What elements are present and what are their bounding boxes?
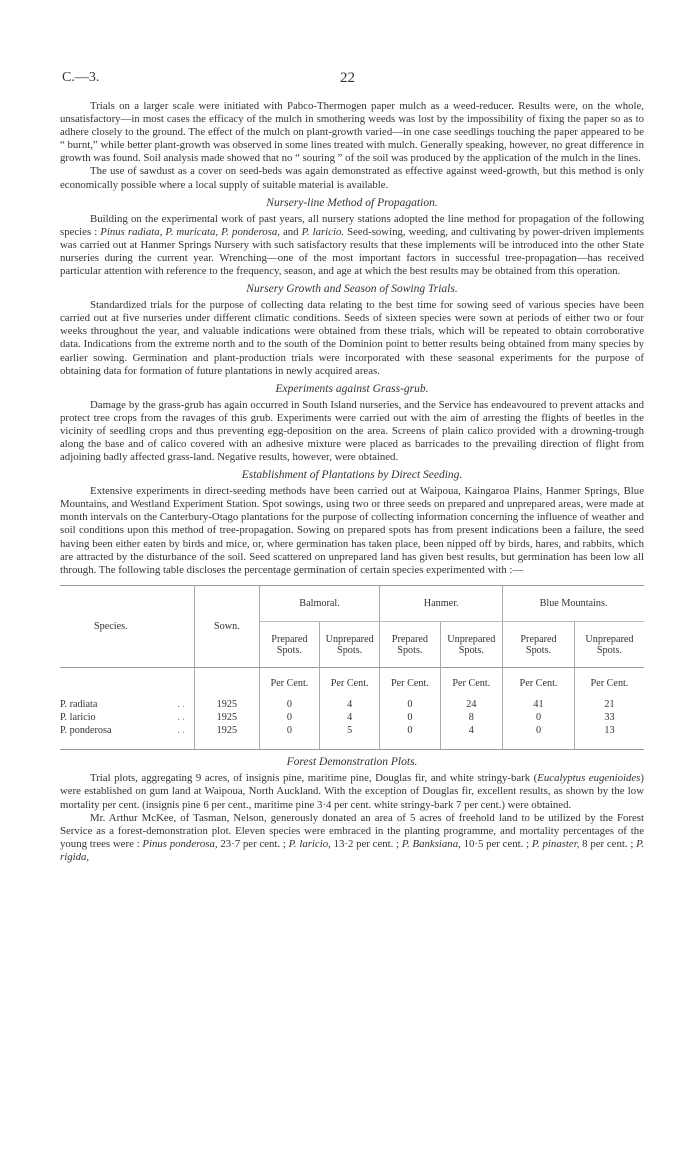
- value-cell: 0: [380, 724, 440, 737]
- sown-year-cell: 1925: [194, 724, 259, 737]
- page-header: [62, 70, 652, 90]
- subheader-unprepared: Unprepared Spots.: [440, 622, 503, 668]
- sown-column-header: Sown.: [194, 586, 259, 668]
- value-cell: 4: [440, 724, 503, 737]
- subheader-prepared: Prepared Spots.: [503, 622, 575, 668]
- heading-nursery-growth: Nursery Growth and Season of Sowing Trials.: [246, 283, 458, 296]
- unit-label: Per Cent.: [320, 668, 380, 698]
- value-cell: 4: [320, 711, 380, 724]
- sown-year-cell: 1925: [194, 698, 259, 711]
- paragraph-mulch-trials: Trials on a larger scale were initiated with Pabco-Thermogen paper mulch as a weed-reducer. Results were, on the whole, unsatisfactory—in most cases the efficacy of the mulch in smothering weeds was lost by the impossibility of fixing the paper so as to adhere closely to the ground. The effect of the mulch on plant-growth varied—in one case seedlings touching the paper appeared to be “ burnt,” while better plant-growth was observed in some lines treated with mulch. Generally speaking, however, no great difference in growth was found. Soil analysis made showed that no “ souring ” of the soil was produced by the application of the mulch in the lines.: [60, 100, 644, 165]
- species-name: P. rigida,: [60, 837, 644, 863]
- paragraph-sawdust: The use of sawdust as a cover on seed-beds was again demonstrated as effective against weed-growth, but this method is only economically possible where a local supply of suitable material is available.: [60, 165, 644, 191]
- unit-label: Per Cent.: [440, 668, 503, 698]
- species-name: P. Banksiana,: [401, 837, 461, 850]
- paragraph-tasman-plot: [60, 812, 644, 864]
- value-cell: 0: [503, 711, 575, 724]
- table-row: [60, 711, 644, 724]
- text-segment: and: [279, 225, 302, 238]
- species-name: Eucalyptus eugenioides: [537, 772, 641, 785]
- leader-dots: . .: [177, 699, 185, 711]
- value-cell: 0: [259, 724, 319, 737]
- value-cell: 13: [574, 724, 644, 737]
- paragraph-waipoua-plots: [60, 772, 644, 811]
- subheader-prepared: Prepared Spots.: [380, 622, 440, 668]
- value-cell: 4: [320, 698, 380, 711]
- group-header-balmoral: Balmoral.: [259, 586, 380, 622]
- subheader-prepared: Prepared Spots.: [259, 622, 319, 668]
- text-segment: Mr. Arthur McKee, of Tasman, Nelson, generously donated an area of 5 acres of freehold land to be utilized by the Forest Service as a forest-demonstration plot. Eleven species were embraced in the planting programme, and mortality percentages of the young trees were :: [60, 811, 644, 850]
- paragraph-nursery-line: [60, 213, 644, 278]
- text-segment: Building on the experimental work of past years, all nursery stations adopted the line method for propagation of the following species :: [60, 212, 644, 238]
- group-header-hanmer: Hanmer.: [380, 586, 503, 622]
- page-number: 22: [340, 70, 355, 86]
- text-segment: ) were established on gum land at Waipoua, North Auckland. With the exception of Douglas fir, excellent results, as shown by the low mortality per cent. (insignis pine 6 per cent., maritime pine 3·4 per cent. white stringy-bark 7 per cent.) were obtained.: [60, 772, 644, 811]
- page-body: [60, 100, 644, 864]
- value-cell: 8: [440, 711, 503, 724]
- species-name: Pinus ponderosa,: [142, 837, 218, 850]
- value-cell: 5: [320, 724, 380, 737]
- text-segment: Trial plots, aggregating 9 acres, of insignis pine, maritime pine, Douglas fir, and white stringy-bark (: [90, 772, 538, 785]
- value-cell: 0: [259, 711, 319, 724]
- value-cell: 24: [440, 698, 503, 711]
- species-column-header: Species.: [94, 621, 128, 633]
- text-segment: Seed-sowing, weeding, and cultivating by power-driven implements was carried out at Hanmer Springs Nursery with such satisfactory results that these implements will be introduced into the other State nurseries during the current year. Wrenching—one of the most important factors in successful tree-propagation—has received particular attention with reference to the frequency, season, and age at which the best results may be obtained from this operation.: [60, 225, 645, 278]
- paragraph-nursery-growth: Standardized trials for the purpose of collecting data relating to the best time for sowing seed of various species have been carried out at five nurseries under different climatic conditions. Seeds of sixteen species were sown at periods of either two or four weeks throughout the year, and valuable indications were obtained from these trials, which will be repeated to obtain corroborative data. Indications from the extreme north and to the south of the Dominion point to better results being obtained from many species by earlier sowing. Germination and plant-production trials were incorporated with these seasonal experiments for the purpose of obtaining data for formation of future plantations in newly acquired areas.: [60, 299, 644, 377]
- unit-label: Per Cent.: [259, 668, 319, 698]
- subheader-unprepared: Unprepared Spots.: [320, 622, 380, 668]
- heading-forest-demonstration: Forest Demonstration Plots.: [286, 756, 418, 769]
- value-cell: 33: [574, 711, 644, 724]
- text-segment: 13·2 per cent. ;: [330, 837, 402, 850]
- species-names: Pinus radiata, P. muricata, P. ponderosa,: [100, 225, 280, 238]
- subheader-unprepared: Unprepared Spots.: [574, 622, 644, 668]
- species-name: P. pinaster,: [531, 837, 580, 850]
- unit-label: Per Cent.: [574, 668, 644, 698]
- species-name-cell: P. radiata: [60, 699, 98, 711]
- value-cell: 0: [259, 698, 319, 711]
- group-header-blue-mountains: Blue Mountains.: [503, 586, 644, 622]
- document-reference: C.—3.: [62, 70, 100, 85]
- leader-dots: . .: [177, 712, 185, 724]
- value-cell: 21: [574, 698, 644, 711]
- text-segment: 10·5 per cent. ;: [460, 837, 532, 850]
- text-segment: 8 per cent. ;: [579, 837, 637, 850]
- heading-grass-grub: Experiments against Grass-grub.: [275, 382, 429, 395]
- germination-table: [60, 585, 644, 751]
- leader-dots: . .: [177, 725, 185, 737]
- value-cell: 0: [380, 711, 440, 724]
- table-row: [60, 724, 644, 737]
- sown-year-cell: 1925: [194, 711, 259, 724]
- heading-nursery-line: Nursery-line Method of Propagation.: [266, 196, 438, 209]
- value-cell: 0: [380, 698, 440, 711]
- value-cell: 0: [503, 724, 575, 737]
- paragraph-grass-grub: Damage by the grass-grub has again occurred in South Island nurseries, and the Service has endeavoured to prevent attacks and protect tree crops from the ravages of this grub. Experiments were carried out with the aim of arresting the flights of beetles in the vicinity of seedling crops and thus preventing egg-deposition on the area. Screens of plain calico provided with a drowning-trough along the base and of calico covered with an adhesive mixture were placed as barricades to the prevailing direction of flight from adjoining badly affected grass-land. Negative results, however, were obtained.: [60, 398, 644, 464]
- species-name: P. laricio.: [301, 225, 345, 238]
- paragraph-direct-seeding: Extensive experiments in direct-seeding methods have been carried out at Waipoua, Kaingaroa Plains, Hanmer Springs, Blue Mountains, and Westland Experiment Station. Spot sowings, using two or three seeds on prepared and unprepared areas, were made at month intervals on the Canterbury-Otago plantations for the purpose of collecting information concerning the influence of weather and soil conditions upon this method of tree-propagation. Sowing on prepared spots has from present indications been a failure, the seed having been either eaten by birds and mice, or, where germination has taken place, been nipped off by birds, hares, and rabbits, which are attracted by the disturbance of the soil. Seed scattered on unprepared land has given best results, but germination has been low all through. The following table discloses the percentage germination of certain species experimented with :—: [60, 485, 644, 576]
- unit-label: Per Cent.: [380, 668, 440, 698]
- unit-label: Per Cent.: [503, 668, 575, 698]
- species-name-cell: P. ponderosa: [60, 725, 112, 737]
- species-name: P. laricio,: [288, 837, 331, 850]
- heading-direct-seeding: Establishment of Plantations by Direct Seeding.: [241, 469, 463, 482]
- value-cell: 41: [503, 698, 575, 711]
- species-name-cell: P. laricio: [60, 712, 96, 724]
- table-row: [60, 698, 644, 711]
- text-segment: 23·7 per cent. ;: [217, 837, 289, 850]
